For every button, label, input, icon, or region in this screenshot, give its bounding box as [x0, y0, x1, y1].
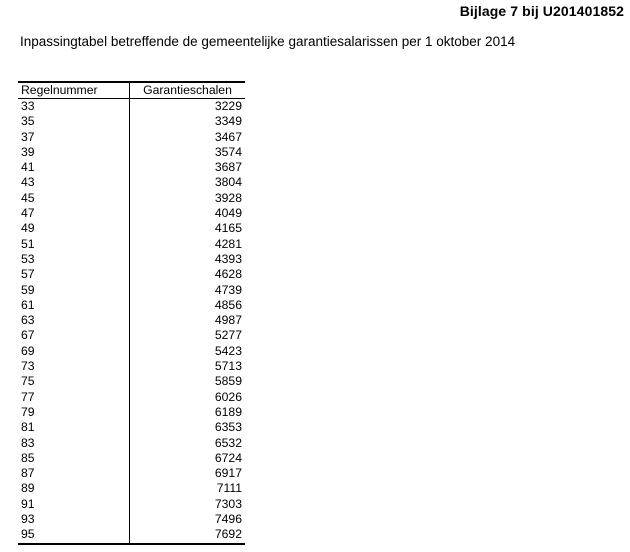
cell-garantieschaal: 4393: [214, 251, 242, 266]
cell-regelnummer: 85: [18, 451, 130, 466]
cell-regelnummer: 39: [18, 145, 130, 160]
cell-garantieschaal: 3928: [214, 190, 242, 205]
table-row: [18, 436, 245, 451]
cell-garantieschaal: 3687: [214, 160, 242, 175]
table-row: [18, 237, 245, 252]
cell-regelnummer: 81: [18, 420, 130, 435]
table-row: [18, 359, 245, 374]
table-row: [18, 527, 245, 543]
cell-garantieschaal: 3467: [214, 129, 242, 144]
cell-garantieschaal: 5859: [214, 374, 242, 389]
column-header-garantieschalen: Garantieschalen: [130, 82, 246, 99]
document-reference: Bijlage 7 bij U201401852: [459, 3, 624, 19]
table-row: [18, 283, 245, 298]
cell-garantieschaal: 4856: [214, 297, 242, 312]
table-row: [18, 252, 245, 267]
cell-regelnummer: 49: [18, 221, 130, 236]
cell-garantieschaal: 3804: [214, 175, 242, 190]
table-row: [18, 405, 245, 420]
cell-garantieschaal: 6724: [214, 450, 242, 465]
table-row: [18, 145, 245, 160]
table-row: [18, 466, 245, 481]
cell-regelnummer: 67: [18, 328, 130, 343]
cell-regelnummer: 41: [18, 160, 130, 175]
table-row: [18, 451, 245, 466]
table-row: [18, 130, 245, 145]
cell-regelnummer: 93: [18, 512, 130, 527]
cell-garantieschaal: 6917: [214, 466, 242, 481]
cell-regelnummer: 45: [18, 191, 130, 206]
table-row: [18, 328, 245, 343]
cell-garantieschaal: 4739: [214, 282, 242, 297]
cell-garantieschaal: 3574: [214, 144, 242, 159]
cell-regelnummer: 73: [18, 359, 130, 374]
table-row: [18, 512, 245, 527]
table-row: [18, 420, 245, 435]
cell-garantieschaal: 7496: [214, 512, 242, 527]
guarantee-salary-table: [18, 81, 245, 545]
table-row: [18, 114, 245, 129]
cell-garantieschaal: 6353: [214, 420, 242, 435]
cell-garantieschaal: 4628: [214, 267, 242, 282]
cell-regelnummer: 79: [18, 405, 130, 420]
table-header: [18, 82, 245, 99]
table-row: [18, 390, 245, 405]
cell-regelnummer: 95: [18, 527, 130, 543]
cell-garantieschaal: 4281: [214, 236, 242, 251]
table-row: [18, 481, 245, 496]
cell-garantieschaal: 6026: [214, 389, 242, 404]
cell-regelnummer: 83: [18, 436, 130, 451]
cell-regelnummer: 43: [18, 175, 130, 190]
table-header-row: [18, 82, 245, 99]
cell-regelnummer: 61: [18, 298, 130, 313]
column-header-regelnummer: Regelnummer: [18, 82, 130, 99]
table-row: [18, 267, 245, 282]
cell-garantieschaal: 6189: [214, 404, 242, 419]
cell-garantieschaal: 3229: [214, 99, 242, 113]
cell-garantieschaal: 5423: [214, 343, 242, 358]
cell-garantieschaal: 7692: [130, 527, 246, 543]
cell-garantieschaal: 3349: [214, 114, 242, 129]
cell-regelnummer: 69: [18, 344, 130, 359]
table-row: [18, 221, 245, 236]
cell-garantieschaal: 6532: [214, 435, 242, 450]
cell-regelnummer: 63: [18, 313, 130, 328]
table-row: [18, 374, 245, 389]
cell-garantieschaal: 5713: [214, 359, 242, 374]
cell-regelnummer: 33: [18, 99, 130, 115]
cell-garantieschaal: 5277: [214, 328, 242, 343]
table-row: [18, 298, 245, 313]
cell-regelnummer: 87: [18, 466, 130, 481]
table-row: [18, 191, 245, 206]
cell-regelnummer: 37: [18, 130, 130, 145]
cell-garantieschaal: 7111: [216, 481, 242, 496]
table-body: [18, 99, 245, 544]
table-row: [18, 160, 245, 175]
table-row: [18, 99, 245, 115]
cell-garantieschaal: 4049: [214, 206, 242, 221]
cell-regelnummer: 59: [18, 283, 130, 298]
cell-regelnummer: 35: [18, 114, 130, 129]
cell-garantieschaal: 4987: [214, 313, 242, 328]
table-row: [18, 206, 245, 221]
cell-regelnummer: 89: [18, 481, 130, 496]
table-row: [18, 313, 245, 328]
cell-regelnummer: 53: [18, 252, 130, 267]
cell-regelnummer: 77: [18, 390, 130, 405]
table-row: [18, 497, 245, 512]
document-title: Inpassingtabel betreffende de gemeentelijke garantiesalarissen per 1 oktober 2014: [20, 34, 516, 49]
cell-garantieschaal: 7303: [214, 496, 242, 511]
table-row: [18, 344, 245, 359]
cell-regelnummer: 51: [18, 237, 130, 252]
cell-regelnummer: 57: [18, 267, 130, 282]
cell-regelnummer: 91: [18, 497, 130, 512]
cell-regelnummer: 47: [18, 206, 130, 221]
cell-regelnummer: 75: [18, 374, 130, 389]
cell-garantieschaal: 4165: [214, 221, 242, 236]
table-row: [18, 175, 245, 190]
